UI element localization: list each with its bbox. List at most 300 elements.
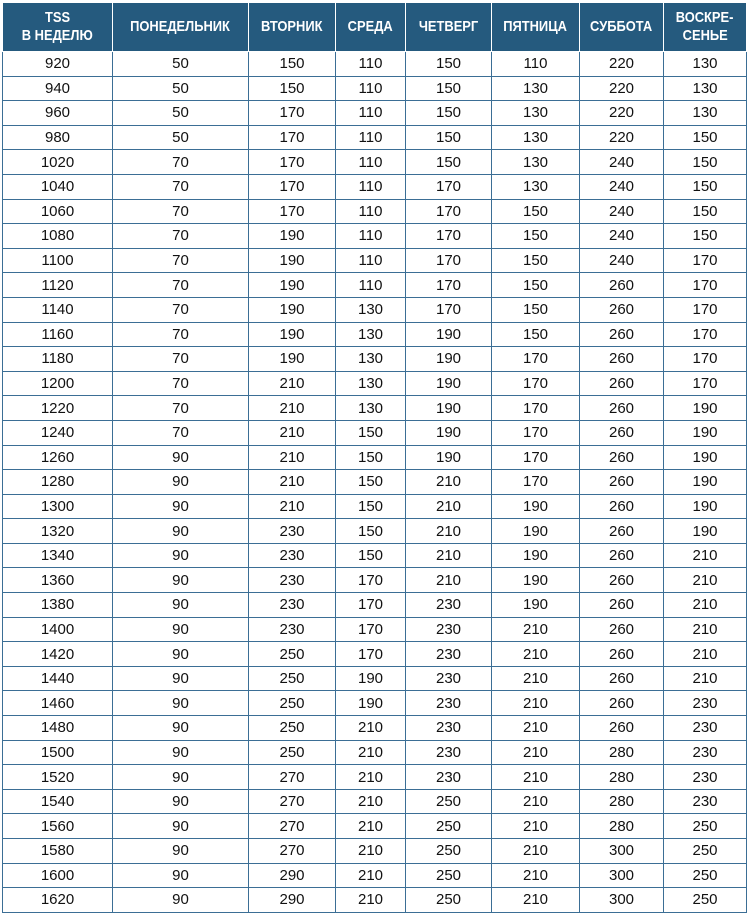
table-row (3, 224, 747, 249)
thursday-cell: 230 (406, 740, 492, 765)
monday-cell: 90 (113, 642, 249, 667)
saturday-cell: 240 (580, 248, 664, 273)
tuesday-cell: 210 (249, 396, 336, 421)
thursday-cell: 230 (406, 765, 492, 790)
wednesday-cell: 130 (336, 322, 406, 347)
saturday-cell: 260 (580, 420, 664, 445)
saturday-cell: 260 (580, 617, 664, 642)
sunday-cell: 190 (664, 494, 747, 519)
wednesday-cell: 190 (336, 666, 406, 691)
friday-cell: 210 (492, 617, 580, 642)
saturday-cell: 240 (580, 199, 664, 224)
header-label: ВОСКРЕ- (676, 9, 734, 26)
friday-cell: 170 (492, 347, 580, 372)
monday-cell: 70 (113, 199, 249, 224)
tss-cell: 1240 (3, 420, 113, 445)
saturday-cell: 260 (580, 445, 664, 470)
wednesday-cell: 130 (336, 297, 406, 322)
table-row (3, 617, 747, 642)
thursday-cell: 170 (406, 199, 492, 224)
thursday-cell: 170 (406, 224, 492, 249)
tuesday-cell: 150 (249, 52, 336, 77)
tuesday-cell: 250 (249, 740, 336, 765)
saturday-cell: 300 (580, 863, 664, 888)
tuesday-cell: 270 (249, 789, 336, 814)
monday-cell: 90 (113, 445, 249, 470)
table-row (3, 642, 747, 667)
table-row (3, 248, 747, 273)
thursday-cell: 230 (406, 642, 492, 667)
sunday-cell: 230 (664, 691, 747, 716)
table-row (3, 347, 747, 372)
thursday-cell: 210 (406, 543, 492, 568)
tss-weekly-distribution-table (2, 2, 747, 913)
tss-cell: 1140 (3, 297, 113, 322)
saturday-cell: 220 (580, 101, 664, 126)
tuesday-cell: 270 (249, 839, 336, 864)
tss-cell: 920 (3, 52, 113, 77)
table-row (3, 150, 747, 175)
tss-cell: 1220 (3, 396, 113, 421)
table-row (3, 568, 747, 593)
friday-cell: 130 (492, 76, 580, 101)
saturday-cell: 260 (580, 347, 664, 372)
table-row (3, 470, 747, 495)
wednesday-cell: 110 (336, 199, 406, 224)
friday-cell: 190 (492, 494, 580, 519)
tss-cell: 1480 (3, 716, 113, 741)
thursday-cell: 250 (406, 863, 492, 888)
saturday-cell: 280 (580, 789, 664, 814)
sunday-cell: 250 (664, 888, 747, 913)
monday-cell: 90 (113, 716, 249, 741)
tuesday-cell: 190 (249, 273, 336, 298)
sunday-cell: 230 (664, 789, 747, 814)
thursday-cell: 190 (406, 445, 492, 470)
monday-cell: 50 (113, 76, 249, 101)
header-sunday (664, 3, 747, 52)
saturday-cell: 260 (580, 297, 664, 322)
table-row (3, 371, 747, 396)
wednesday-cell: 210 (336, 789, 406, 814)
tss-cell: 1280 (3, 470, 113, 495)
saturday-cell: 260 (580, 371, 664, 396)
tss-cell: 1180 (3, 347, 113, 372)
tuesday-cell: 170 (249, 125, 336, 150)
wednesday-cell: 110 (336, 125, 406, 150)
sunday-cell: 150 (664, 199, 747, 224)
wednesday-cell: 210 (336, 814, 406, 839)
tuesday-cell: 190 (249, 248, 336, 273)
tuesday-cell: 250 (249, 642, 336, 667)
tuesday-cell: 270 (249, 814, 336, 839)
friday-cell: 210 (492, 789, 580, 814)
friday-cell: 190 (492, 593, 580, 618)
sunday-cell: 210 (664, 666, 747, 691)
friday-cell: 150 (492, 322, 580, 347)
monday-cell: 90 (113, 494, 249, 519)
tss-cell: 1620 (3, 888, 113, 913)
friday-cell: 170 (492, 470, 580, 495)
friday-cell: 130 (492, 101, 580, 126)
table-row (3, 789, 747, 814)
wednesday-cell: 110 (336, 174, 406, 199)
saturday-cell: 280 (580, 814, 664, 839)
table-row (3, 691, 747, 716)
thursday-cell: 150 (406, 101, 492, 126)
friday-cell: 210 (492, 691, 580, 716)
monday-cell: 90 (113, 617, 249, 642)
table-row (3, 273, 747, 298)
tss-weekly-table-container (2, 2, 747, 913)
sunday-cell: 170 (664, 371, 747, 396)
thursday-cell: 230 (406, 666, 492, 691)
thursday-cell: 210 (406, 519, 492, 544)
friday-cell: 210 (492, 765, 580, 790)
tuesday-cell: 210 (249, 470, 336, 495)
friday-cell: 210 (492, 642, 580, 667)
tuesday-cell: 170 (249, 101, 336, 126)
tss-cell: 1260 (3, 445, 113, 470)
sunday-cell: 150 (664, 125, 747, 150)
wednesday-cell: 210 (336, 888, 406, 913)
saturday-cell: 260 (580, 691, 664, 716)
tuesday-cell: 230 (249, 593, 336, 618)
sunday-cell: 230 (664, 740, 747, 765)
monday-cell: 50 (113, 101, 249, 126)
tuesday-cell: 190 (249, 297, 336, 322)
wednesday-cell: 110 (336, 76, 406, 101)
tuesday-cell: 230 (249, 568, 336, 593)
friday-cell: 210 (492, 839, 580, 864)
sunday-cell: 170 (664, 322, 747, 347)
monday-cell: 90 (113, 765, 249, 790)
table-row (3, 814, 747, 839)
saturday-cell: 240 (580, 150, 664, 175)
monday-cell: 70 (113, 273, 249, 298)
tss-cell: 1120 (3, 273, 113, 298)
saturday-cell: 240 (580, 224, 664, 249)
table-row (3, 420, 747, 445)
sunday-cell: 190 (664, 420, 747, 445)
tuesday-cell: 210 (249, 494, 336, 519)
table-row (3, 322, 747, 347)
monday-cell: 90 (113, 740, 249, 765)
thursday-cell: 230 (406, 691, 492, 716)
friday-cell: 170 (492, 420, 580, 445)
table-row (3, 863, 747, 888)
table-row (3, 174, 747, 199)
monday-cell: 70 (113, 248, 249, 273)
monday-cell: 70 (113, 174, 249, 199)
sunday-cell: 170 (664, 297, 747, 322)
thursday-cell: 190 (406, 322, 492, 347)
wednesday-cell: 110 (336, 248, 406, 273)
tss-cell: 1320 (3, 519, 113, 544)
sunday-cell: 210 (664, 593, 747, 618)
table-body (3, 52, 747, 913)
header-tss-per-week (3, 3, 113, 52)
saturday-cell: 260 (580, 322, 664, 347)
friday-cell: 210 (492, 666, 580, 691)
tss-cell: 1040 (3, 174, 113, 199)
tuesday-cell: 250 (249, 716, 336, 741)
saturday-cell: 260 (580, 543, 664, 568)
wednesday-cell: 150 (336, 445, 406, 470)
wednesday-cell: 150 (336, 543, 406, 568)
friday-cell: 190 (492, 519, 580, 544)
friday-cell: 210 (492, 863, 580, 888)
saturday-cell: 260 (580, 568, 664, 593)
wednesday-cell: 110 (336, 52, 406, 77)
friday-cell: 150 (492, 199, 580, 224)
monday-cell: 50 (113, 125, 249, 150)
thursday-cell: 250 (406, 814, 492, 839)
table-row (3, 519, 747, 544)
header-tuesday (249, 3, 336, 52)
table-row (3, 396, 747, 421)
thursday-cell: 170 (406, 248, 492, 273)
tuesday-cell: 170 (249, 199, 336, 224)
monday-cell: 90 (113, 666, 249, 691)
saturday-cell: 300 (580, 888, 664, 913)
sunday-cell: 250 (664, 814, 747, 839)
thursday-cell: 250 (406, 888, 492, 913)
header-label: ЧЕТВЕРГ (418, 18, 479, 35)
friday-cell: 110 (492, 52, 580, 77)
tuesday-cell: 250 (249, 691, 336, 716)
tuesday-cell: 290 (249, 888, 336, 913)
monday-cell: 70 (113, 224, 249, 249)
wednesday-cell: 190 (336, 691, 406, 716)
thursday-cell: 250 (406, 839, 492, 864)
wednesday-cell: 210 (336, 863, 406, 888)
sunday-cell: 150 (664, 174, 747, 199)
header-thursday (406, 3, 492, 52)
saturday-cell: 220 (580, 125, 664, 150)
wednesday-cell: 170 (336, 593, 406, 618)
friday-cell: 170 (492, 396, 580, 421)
friday-cell: 190 (492, 543, 580, 568)
table-row (3, 593, 747, 618)
tss-cell: 1360 (3, 568, 113, 593)
tss-cell: 1600 (3, 863, 113, 888)
monday-cell: 70 (113, 371, 249, 396)
monday-cell: 90 (113, 888, 249, 913)
thursday-cell: 170 (406, 174, 492, 199)
sunday-cell: 150 (664, 150, 747, 175)
sunday-cell: 230 (664, 765, 747, 790)
tuesday-cell: 150 (249, 76, 336, 101)
saturday-cell: 220 (580, 52, 664, 77)
monday-cell: 90 (113, 593, 249, 618)
tss-cell: 1440 (3, 666, 113, 691)
table-row (3, 888, 747, 913)
header-label: СУББОТА (590, 18, 653, 35)
thursday-cell: 230 (406, 617, 492, 642)
sunday-cell: 210 (664, 543, 747, 568)
tuesday-cell: 210 (249, 445, 336, 470)
tss-cell: 1460 (3, 691, 113, 716)
header-friday (492, 3, 580, 52)
tss-cell: 1300 (3, 494, 113, 519)
wednesday-cell: 210 (336, 740, 406, 765)
sunday-cell: 210 (664, 568, 747, 593)
wednesday-cell: 170 (336, 642, 406, 667)
table-row (3, 839, 747, 864)
saturday-cell: 260 (580, 494, 664, 519)
wednesday-cell: 150 (336, 420, 406, 445)
tss-cell: 1500 (3, 740, 113, 765)
saturday-cell: 260 (580, 716, 664, 741)
tuesday-cell: 170 (249, 174, 336, 199)
table-row (3, 199, 747, 224)
thursday-cell: 190 (406, 396, 492, 421)
monday-cell: 90 (113, 814, 249, 839)
header-label: ВТОРНИК (261, 18, 323, 35)
monday-cell: 70 (113, 420, 249, 445)
wednesday-cell: 210 (336, 839, 406, 864)
tuesday-cell: 210 (249, 420, 336, 445)
thursday-cell: 250 (406, 789, 492, 814)
friday-cell: 170 (492, 371, 580, 396)
table-row (3, 543, 747, 568)
friday-cell: 130 (492, 125, 580, 150)
friday-cell: 150 (492, 297, 580, 322)
wednesday-cell: 110 (336, 273, 406, 298)
thursday-cell: 150 (406, 76, 492, 101)
thursday-cell: 150 (406, 150, 492, 175)
saturday-cell: 260 (580, 396, 664, 421)
friday-cell: 130 (492, 174, 580, 199)
wednesday-cell: 130 (336, 347, 406, 372)
header-monday (113, 3, 249, 52)
monday-cell: 70 (113, 347, 249, 372)
saturday-cell: 260 (580, 593, 664, 618)
wednesday-cell: 110 (336, 101, 406, 126)
friday-cell: 210 (492, 740, 580, 765)
thursday-cell: 190 (406, 371, 492, 396)
monday-cell: 70 (113, 322, 249, 347)
wednesday-cell: 210 (336, 716, 406, 741)
header-saturday (580, 3, 664, 52)
sunday-cell: 250 (664, 863, 747, 888)
friday-cell: 210 (492, 888, 580, 913)
tss-cell: 1400 (3, 617, 113, 642)
sunday-cell: 170 (664, 347, 747, 372)
table-row (3, 716, 747, 741)
tuesday-cell: 290 (249, 863, 336, 888)
saturday-cell: 260 (580, 666, 664, 691)
table-row (3, 494, 747, 519)
thursday-cell: 190 (406, 420, 492, 445)
monday-cell: 90 (113, 568, 249, 593)
monday-cell: 70 (113, 297, 249, 322)
friday-cell: 150 (492, 248, 580, 273)
wednesday-cell: 130 (336, 396, 406, 421)
tss-cell: 940 (3, 76, 113, 101)
table-row (3, 76, 747, 101)
saturday-cell: 280 (580, 740, 664, 765)
thursday-cell: 230 (406, 716, 492, 741)
monday-cell: 90 (113, 863, 249, 888)
monday-cell: 70 (113, 150, 249, 175)
header-label: ПЯТНИЦА (503, 18, 568, 35)
tuesday-cell: 190 (249, 224, 336, 249)
tuesday-cell: 190 (249, 347, 336, 372)
tss-cell: 1060 (3, 199, 113, 224)
tss-cell: 1420 (3, 642, 113, 667)
saturday-cell: 260 (580, 273, 664, 298)
monday-cell: 70 (113, 396, 249, 421)
sunday-cell: 250 (664, 839, 747, 864)
friday-cell: 190 (492, 568, 580, 593)
wednesday-cell: 170 (336, 568, 406, 593)
tuesday-cell: 170 (249, 150, 336, 175)
saturday-cell: 300 (580, 839, 664, 864)
tss-cell: 1340 (3, 543, 113, 568)
header-label: СЕНЬЕ (682, 27, 728, 44)
sunday-cell: 190 (664, 445, 747, 470)
wednesday-cell: 210 (336, 765, 406, 790)
wednesday-cell: 110 (336, 224, 406, 249)
header-label: ПОНЕДЕЛЬНИК (130, 18, 231, 35)
tss-cell: 1080 (3, 224, 113, 249)
sunday-cell: 230 (664, 716, 747, 741)
saturday-cell: 280 (580, 765, 664, 790)
table-row (3, 740, 747, 765)
wednesday-cell: 110 (336, 150, 406, 175)
tuesday-cell: 190 (249, 322, 336, 347)
friday-cell: 150 (492, 224, 580, 249)
wednesday-cell: 130 (336, 371, 406, 396)
monday-cell: 90 (113, 519, 249, 544)
friday-cell: 130 (492, 150, 580, 175)
tss-cell: 1380 (3, 593, 113, 618)
monday-cell: 90 (113, 543, 249, 568)
tss-cell: 1520 (3, 765, 113, 790)
sunday-cell: 210 (664, 642, 747, 667)
tss-cell: 1200 (3, 371, 113, 396)
wednesday-cell: 150 (336, 494, 406, 519)
sunday-cell: 190 (664, 470, 747, 495)
wednesday-cell: 170 (336, 617, 406, 642)
tuesday-cell: 230 (249, 617, 336, 642)
monday-cell: 90 (113, 839, 249, 864)
tss-cell: 980 (3, 125, 113, 150)
sunday-cell: 190 (664, 396, 747, 421)
tss-cell: 1100 (3, 248, 113, 273)
saturday-cell: 220 (580, 76, 664, 101)
tuesday-cell: 210 (249, 371, 336, 396)
header-label: В НЕДЕЛЮ (22, 27, 93, 44)
sunday-cell: 130 (664, 52, 747, 77)
friday-cell: 150 (492, 273, 580, 298)
thursday-cell: 170 (406, 297, 492, 322)
table-row (3, 297, 747, 322)
table-row (3, 666, 747, 691)
table-row (3, 445, 747, 470)
header-wednesday (336, 3, 406, 52)
sunday-cell: 150 (664, 224, 747, 249)
tss-cell: 1540 (3, 789, 113, 814)
thursday-cell: 190 (406, 347, 492, 372)
wednesday-cell: 150 (336, 470, 406, 495)
thursday-cell: 210 (406, 568, 492, 593)
monday-cell: 90 (113, 691, 249, 716)
saturday-cell: 240 (580, 174, 664, 199)
friday-cell: 210 (492, 716, 580, 741)
